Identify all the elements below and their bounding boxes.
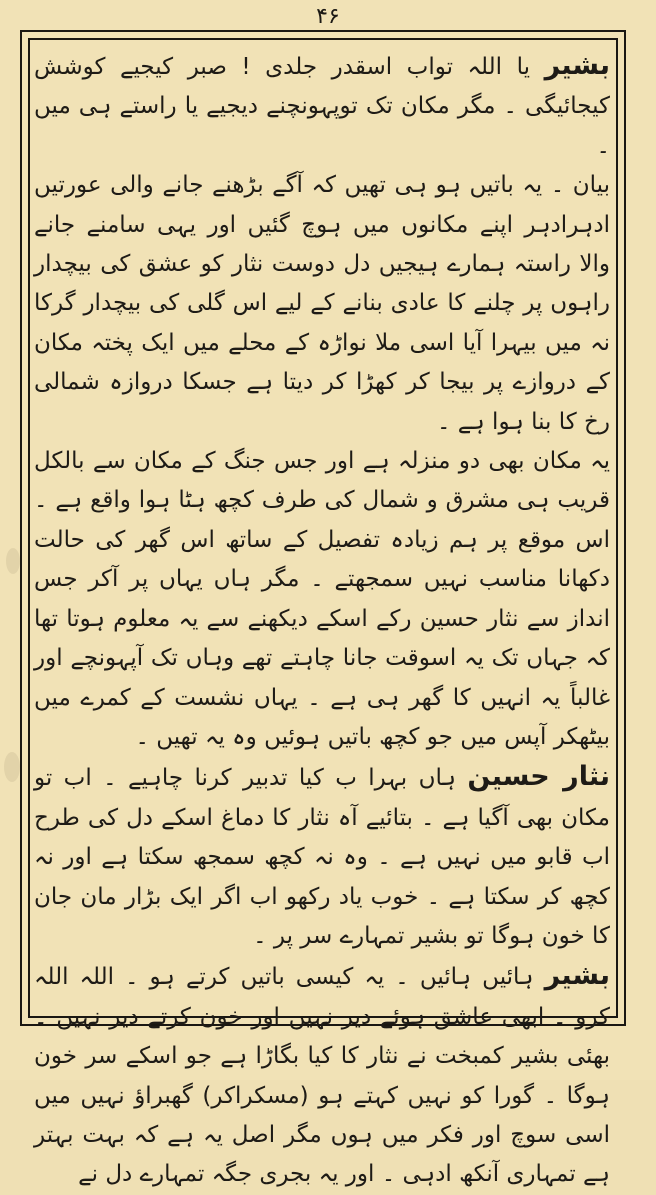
paragraph (34, 442, 610, 757)
paper-stain (4, 752, 20, 782)
paragraph-text: ہائیں ہائیں ۔ یہ کیسی باتیں کرتے ہو ۔ اللہ اللہ کرو ۔ ابھی عاشق ہوئے دیر نہیں اور خون کرتے دیر نہیں ۔ بھئی بشیر کمبخت نے نثار کا کیا بگاڑا ہے جو اسکے سر خون ہوگا ۔ گورا کو نہیں کہتے ہو (مسکراکر) گھبراؤ نہیں میں اسی سوچ اور فکر میں ہوں مگر اصل یہ ہے کہ بہت بہتر ہے تمہاری آنکھ ادہی ۔ اور یہ بجری جگہ تمہارے دل نے (34, 964, 610, 1188)
paper-stain (6, 548, 20, 574)
speaker-name: بشیر (544, 960, 611, 992)
paragraph-text: یا اللہ تواب اسقدر جلدی ! صبر کیجیے کوشش کیجائیگی ۔ مگر مکان تک توپہونچنے دیجیے یا راستے ہی میں ۔ (34, 54, 610, 159)
page-number: ۴۶ (316, 4, 340, 29)
paragraph (34, 956, 610, 1194)
body-text (34, 46, 611, 1188)
paragraph-text: بیان ۔ یہ باتیں ہو ہی تھیں کہ آگے بڑھنے جانے والی عورتیں ادہرادہر اپنے مکانوں میں ہوچ گئیں اور یہی سامنے جانے والا راستہ ہمارے ہیجیں دل دوست نثار کو عشق کی بیچدار راہوں پر چلنے کا عادی بنانے کے لیے اس گلی کی بیچدار گرکا نہ میں بیہرا آیا اسی ملا نواڑہ کے محلے میں ایک پختہ مکان کے دروازے پر بیجا کر کھڑا کر دیتا ہے جسکا دروازہ شمالی رخ کا بنا ہوا ہے ۔ (34, 172, 610, 435)
paragraph (34, 166, 610, 442)
paragraph-text: یہ مکان بھی دو منزلہ ہے اور جس جنگ کے مکان سے بالکل قریب ہی مشرق و شمال کی طرف کچھ ہٹا ہوا واقع ہے ۔ اس موقع پر ہم زیادہ تفصیل کے ساتھ اس گھر کی حالت دکھانا مناسب نہیں سمجھتے ۔ مگر ہاں یہاں پر آکر جس انداز سے نثار حسین رکے اسکے دیکھنے سے یہ معلوم ہوتا تھا کہ جہاں تک یہ اسوقت جانا چاہتے تھے وہاں تک آپہونچے اور غالباً یہ انہیں کا گھر ہی ہے ۔ یہاں نشست کے کمرے میں بیٹھکر آپس میں جو کچھ باتیں ہوئیں وہ یہ تھیں ۔ (34, 448, 610, 750)
paragraph (34, 46, 610, 166)
paragraph-text: ہاں بہرا ب کیا تدبیر کرنا چاہیے ۔ اب تو مکان بھی آگیا ہے ۔ بتائیے آہ نثار کا دماغ اسکے دل کی طرح اب قابو میں نہیں ہے ۔ وہ نہ کچھ سمجھ سکتا ہے اور نہ کچھ کر سکتا ہے ۔ خوب یاد رکھو اب اگر ایک بڑار مان جان کا خون ہوگا تو بشیر تمہارے سر پر ۔ (34, 765, 610, 949)
speaker-name: نثار حسین (467, 761, 610, 793)
paragraph (34, 757, 610, 956)
speaker-name: بشیر (544, 50, 611, 81)
